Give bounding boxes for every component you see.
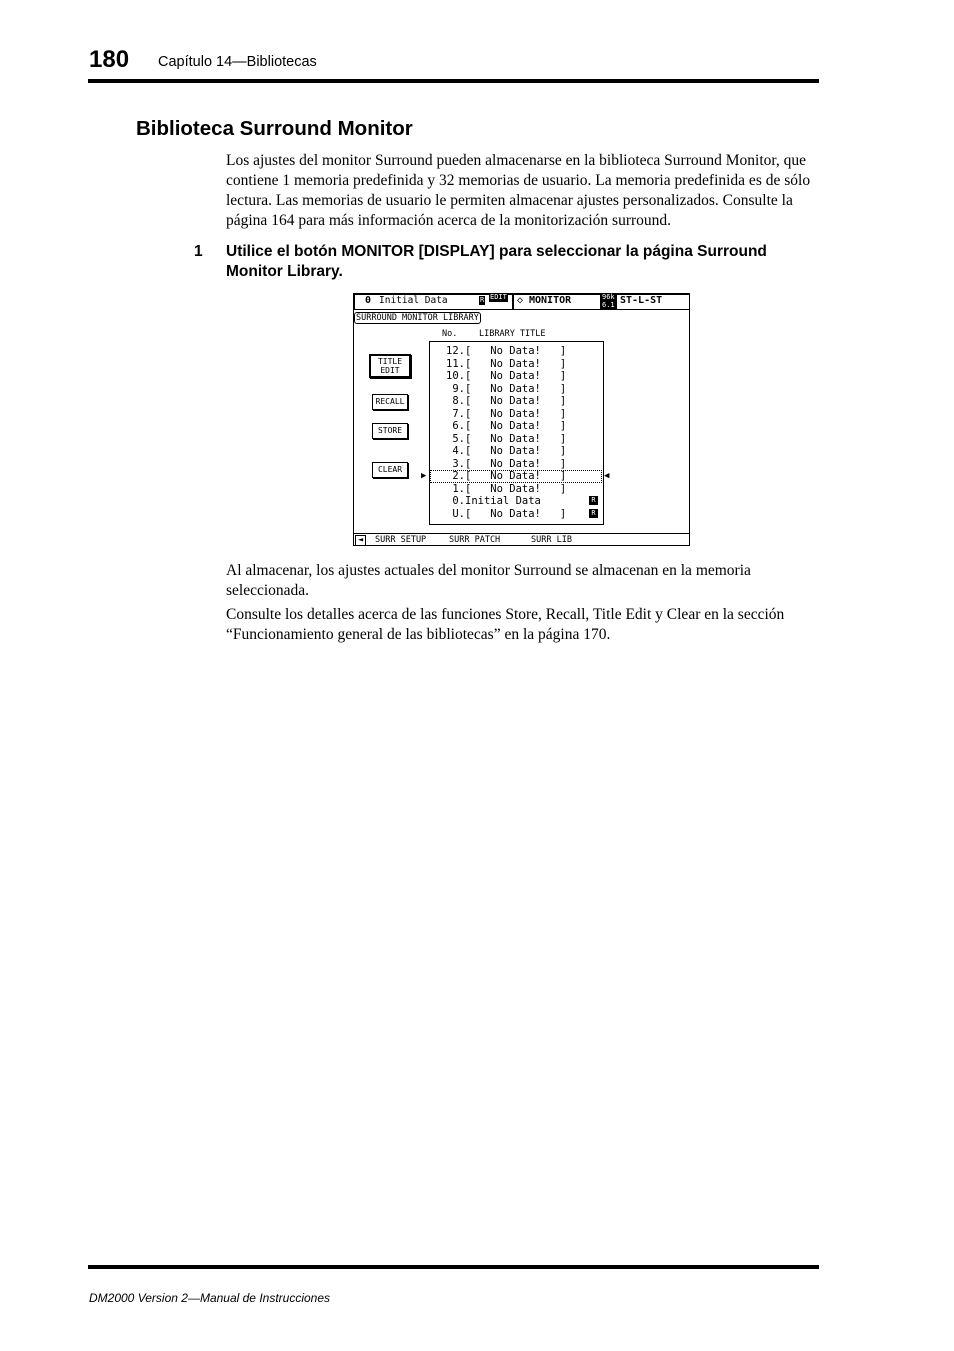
footer-text: DM2000 Version 2—Manual de Instrucciones	[89, 1291, 331, 1305]
page-name: MONITOR	[529, 295, 572, 306]
entry-title: [ No Data! ]	[465, 507, 567, 520]
footer-rule	[88, 1265, 819, 1269]
intro-paragraph: Los ajustes del monitor Surround pueden almacenarse en la biblioteca Surround Monitor, que contiene 1 memoria predefinida y 32 memorias de usuario. La memoria predefinida es de sólo lectura. Las memorias de usuario le permiten almacenar ajustes personalizados. Consulte la página 164 para más información acerca de la monitorización surround.	[226, 152, 811, 229]
protect-icon: R	[589, 509, 598, 518]
tab-surr-setup[interactable]: SURR SETUP	[375, 535, 427, 545]
prev-page-icon[interactable]: ◄	[355, 535, 366, 546]
page-number: 180	[89, 46, 130, 73]
monitor-mode: ST-L-ST	[620, 295, 663, 306]
entry-number: 0.	[452, 495, 465, 507]
entry-number: 5.	[452, 432, 465, 445]
entry-title: [ No Data! ]	[465, 357, 567, 370]
library-entry[interactable]	[439, 445, 599, 457]
library-entry[interactable]	[439, 408, 599, 420]
entry-number: 4.	[452, 445, 465, 457]
header-rule	[88, 79, 819, 83]
title-edit-label-1: TITLE	[377, 357, 403, 366]
entry-number: 2.	[452, 470, 465, 482]
step-number: 1	[194, 243, 203, 260]
tab-surr-patch[interactable]: SURR PATCH	[449, 535, 501, 545]
page-title: SURROUND MONITOR LIBRARY	[356, 313, 479, 323]
lcd-status-bar	[353, 293, 690, 310]
scene-number: 0	[365, 295, 372, 306]
entry-title: [ No Data! ]	[465, 407, 567, 420]
library-entry[interactable]	[439, 358, 599, 370]
scene-name: Initial Data	[379, 295, 448, 306]
entry-number: 8.	[452, 395, 465, 407]
cursor-left-arrow-icon: ▶	[421, 471, 427, 481]
library-entry[interactable]	[439, 508, 599, 520]
chapter-title: Capítulo 14—Bibliotecas	[158, 54, 317, 70]
entry-title: [ No Data! ]	[465, 432, 567, 445]
title-edit-label-2: EDIT	[380, 366, 400, 375]
store-button[interactable]: STORE	[372, 423, 408, 439]
column-library-title: LIBRARY TITLE	[479, 329, 546, 339]
entry-number: 3.	[452, 457, 465, 470]
entry-number: 6.	[452, 420, 465, 432]
library-entry[interactable]	[439, 370, 599, 382]
library-entry[interactable]	[439, 470, 599, 482]
protect-icon: R	[589, 496, 598, 505]
entry-title: [ No Data! ]	[465, 470, 567, 482]
edit-indicator: EDIT	[490, 293, 507, 301]
entry-number: 11.	[446, 357, 465, 370]
clear-button[interactable]: CLEAR	[372, 462, 408, 478]
entry-number: 12.	[446, 345, 465, 357]
entry-title: [ No Data! ]	[465, 382, 567, 395]
entry-number: 7.	[452, 407, 465, 420]
library-entry[interactable]	[439, 420, 599, 432]
entry-number: 1.	[452, 482, 465, 495]
lcd-screenshot	[353, 293, 690, 546]
entry-title: [ No Data! ]	[465, 345, 567, 357]
entry-number: 10.	[446, 370, 465, 382]
recall-button[interactable]: RECALL	[372, 394, 408, 410]
entry-title: [ No Data! ]	[465, 395, 567, 407]
tab-surr-lib[interactable]: SURR LIB	[531, 535, 572, 545]
scene-protect-icon: R	[480, 296, 485, 304]
column-no: No.	[442, 329, 458, 339]
library-entry[interactable]	[439, 483, 599, 495]
entry-title: Initial Data	[465, 495, 541, 507]
entry-title: [ No Data! ]	[465, 370, 567, 382]
cursor-right-arrow-icon: ◀	[604, 471, 610, 481]
section-title: Biblioteca Surround Monitor	[136, 117, 413, 140]
entry-title: [ No Data! ]	[465, 420, 567, 432]
rate-bottom: 6.1	[602, 301, 615, 309]
entry-title: [ No Data! ]	[465, 457, 567, 470]
step-text: Utilice el botón MONITOR [DISPLAY] para seleccionar la página Surround Monitor Library.	[226, 243, 767, 280]
lcd-tab-bar	[353, 533, 690, 546]
reference-paragraph: Consulte los detalles acerca de las funciones Store, Recall, Title Edit y Clear en la sección “Funcionamiento general de las bibliotecas” en la página 170.	[226, 606, 785, 643]
diamond-icon: ◇	[517, 295, 524, 306]
entry-title: [ No Data! ]	[465, 482, 567, 495]
library-entry[interactable]	[439, 495, 599, 507]
title-edit-button[interactable]	[369, 354, 411, 378]
library-entry[interactable]	[439, 433, 599, 445]
entry-number: 9.	[452, 382, 465, 395]
entry-number: U.	[452, 507, 465, 520]
library-entry[interactable]	[439, 458, 599, 470]
library-entry[interactable]	[439, 383, 599, 395]
library-entry[interactable]	[439, 345, 599, 357]
entry-title: [ No Data! ]	[465, 445, 567, 457]
library-entry[interactable]	[439, 395, 599, 407]
store-note-paragraph: Al almacenar, los ajustes actuales del monitor Surround se almacenan en la memoria seleccionada.	[226, 562, 751, 599]
rate-top: 96k	[602, 293, 615, 301]
